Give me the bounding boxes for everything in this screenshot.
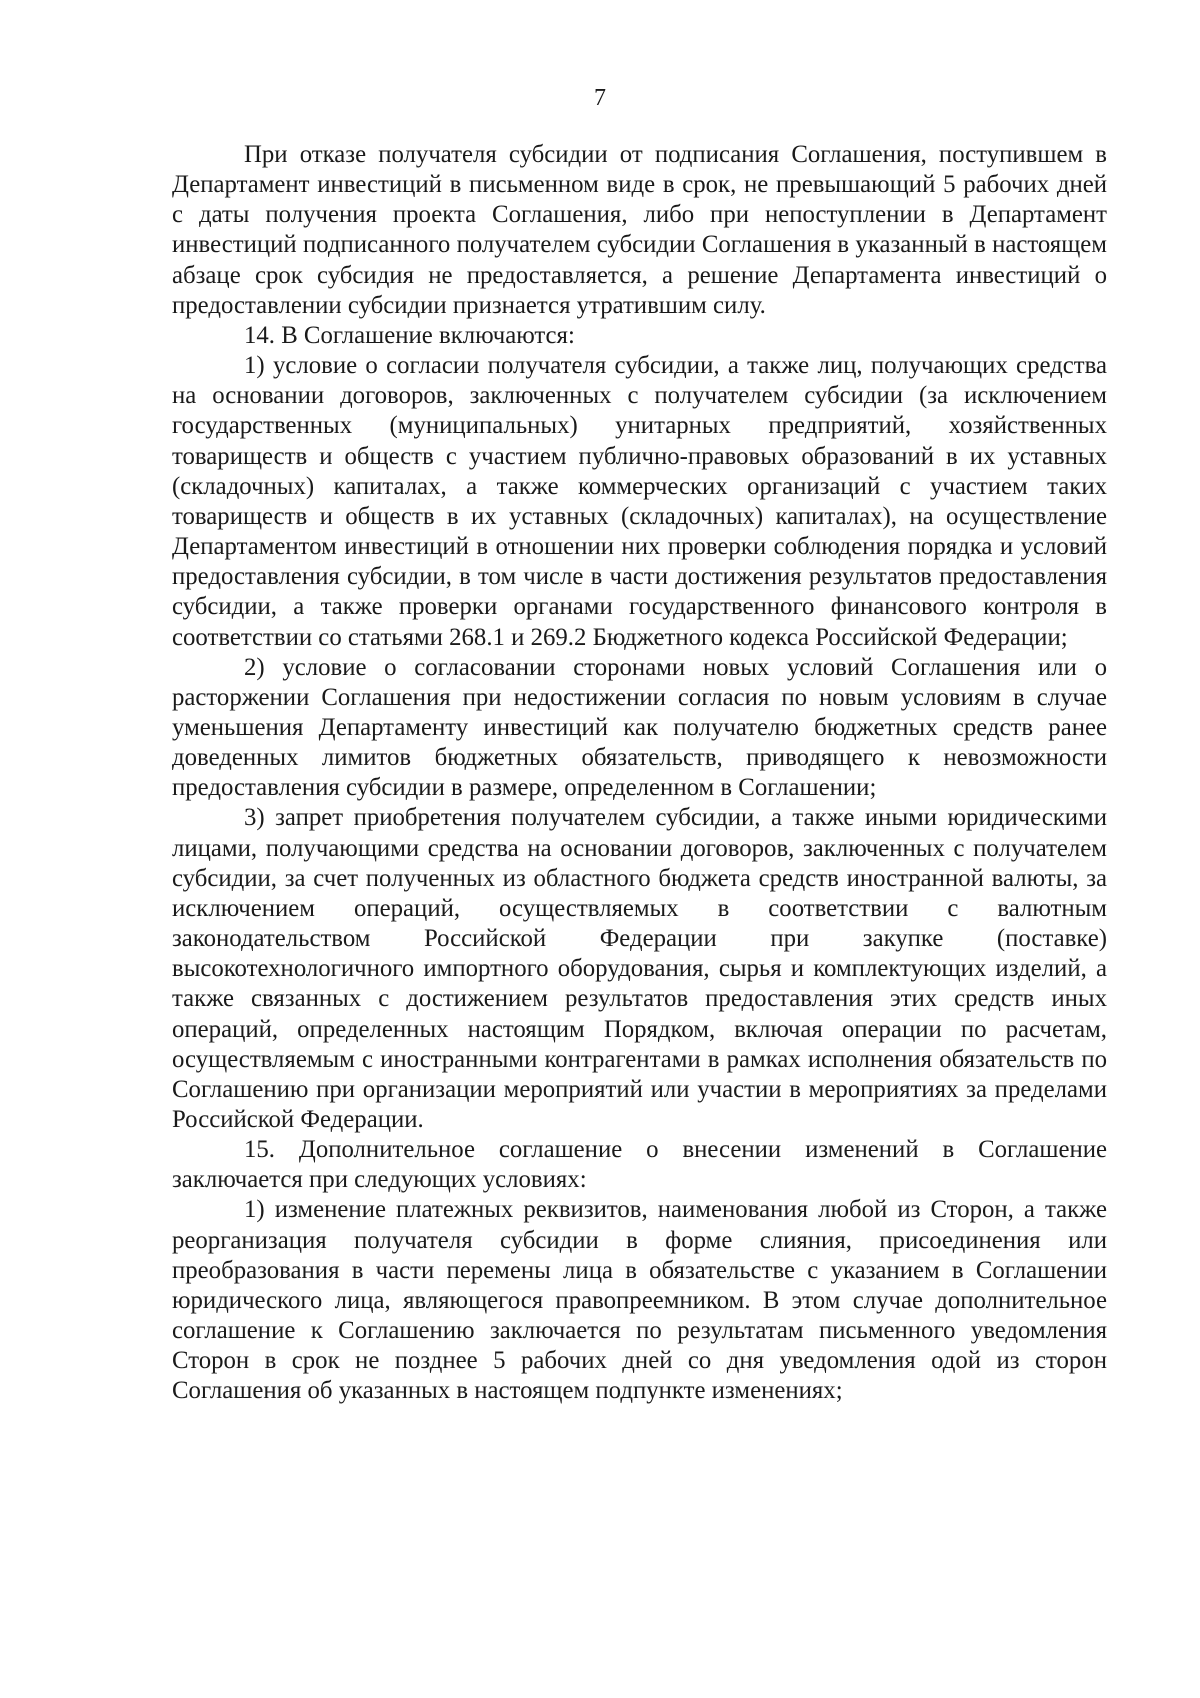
paragraph-15-heading: 15. Дополнительное соглашение о внесении изменений в Соглашение заключается при следующих условиях: bbox=[172, 1136, 1107, 1194]
paragraph-15-item-1: 1) изменение платежных реквизитов, наименования любой из Сторон, а также реорганизация получателя субсидии в форме слияния, присоединения или преобразования в части перемены лица в обязательстве с указанием в Соглашении юридического лица, являющегося правопреемником. В этом случае дополнительное соглашение к Соглашению заключается по результатам письменного уведомления Сторон в срок не позднее 5 рабочих дней со дня уведомления одой из сторон Соглашения об указанных в настоящем подпункте изменениях; bbox=[172, 1196, 1107, 1405]
paragraph-14-item-3: 3) запрет приобретения получателем субсидии, а также иными юридическими лицами, получающими средства на основании договоров, заключенных с получателем субсидии, за счет полученных из областного бюджета средств иностранной валюты, за исключением операций, осуществляемых в соответствии с валютным законодательством Российской Федерации при закупке (поставке) высокотехнологичного импортного оборудования, сырья и комплектующих изделий, а также связанных с достижением результатов предоставления этих средств иных операций, определенных настоящим Порядком, включая операции по расчетам, осуществляемым с иностранными контрагентами в рамках исполнения обязательств по Соглашению при организации мероприятий или участии в мероприятиях за пределами Российской Федерации. bbox=[172, 804, 1107, 1133]
paragraph-14-heading: 14. В Соглашение включаются: bbox=[244, 321, 575, 349]
paragraph-14-item-1: 1) условие о согласии получателя субсидии, а также лиц, получающих средства на основании договоров, заключенных с получателем субсидии (за исключением государственных (муниципальных) унитарных предприятий, хозяйственных товариществ и обществ с участием публично-правовых образований в их уставных (складочных) капиталах, а также коммерческих организаций с участием таких товариществ и обществ в их уставных (складочных) капиталах), на осуществление Департаментом инвестиций в отношении них проверки соблюдения порядка и условий предоставления субсидии, в том числе в части достижения результатов предоставления субсидии, а также проверки органами государственного финансового контроля в соответствии со статьями 268.1 и 269.2 Бюджетного кодекса Российской Федерации; bbox=[172, 352, 1107, 651]
paragraph-refusal: При отказе получателя субсидии от подписания Соглашения, поступившем в Департамент инвестиций в письменном виде в срок, не превышающий 5 рабочих дней с даты получения проекта Соглашения, либо при непоступлении в Департамент инвестиций подписанного получателем субсидии Соглашения в указанный в настоящем абзаце срок субсидия не предоставляется, а решение Департамента инвестиций о предоставлении субсидии признается утратившим силу. bbox=[172, 141, 1107, 319]
document-body bbox=[172, 140, 1107, 1407]
paragraph-14-item-2: 2) условие о согласовании сторонами новых условий Соглашения или о расторжении Соглашения при недостижении согласия по новым условиям в случае уменьшения Департаменту инвестиций как получателю бюджетных средств ранее доведенных лимитов бюджетных обязательств, приводящего к невозможности предоставления субсидии в размере, определенном в Соглашении; bbox=[172, 653, 1107, 802]
page-number: 7 bbox=[594, 85, 606, 111]
